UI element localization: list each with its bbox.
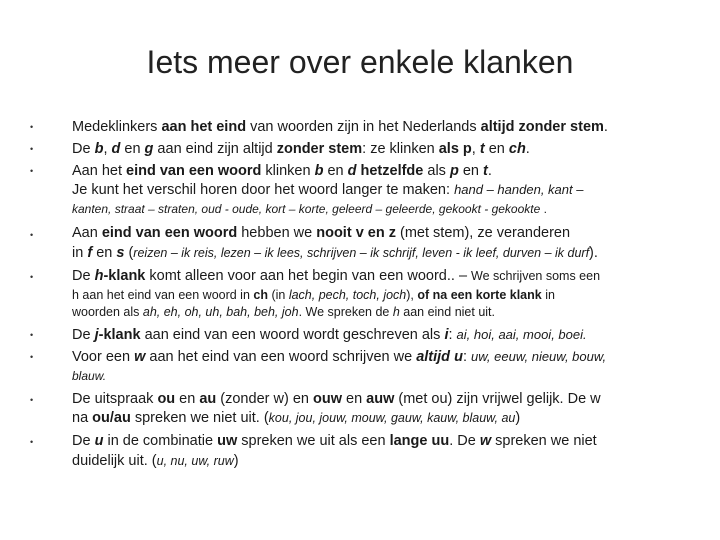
item-text: De j-klank aan eind van een woord wordt geschreven als i: ai, hoi, aai, mooi, boei.: [72, 327, 587, 343]
item-text-line: Voor een w aan het eind van een woord schrijven we altijd u: uw, eeuw, nieuw, bouw,: [72, 349, 607, 365]
item-text: Medeklinkers aan het eind van woorden zijn in het Nederlands altijd zonder stem.: [72, 119, 608, 135]
slide-title: Iets meer over enkele klanken: [146, 44, 574, 80]
item-text-line: h aan het eind van een woord in ch (in lach, pech, toch, joch), of na een korte klank in: [72, 288, 555, 302]
item-text-line: Aan het eind van een woord klinken b en d hetzelfde als p en t.: [72, 163, 492, 179]
item-text-line: Aan eind van een woord hebben we nooit v en z (met stem), ze veranderen: [72, 225, 571, 241]
item-text-line: kanten, straat – straten, oud - oude, kort – korte, geleerd – geleerde, gekookt - gekookte .: [72, 202, 547, 216]
bullet-dot: •: [30, 230, 34, 240]
bullet-dot: •: [30, 122, 34, 132]
item-text-line: duidelijk uit. (u, nu, uw, ruw): [72, 453, 239, 469]
bullet-dot: •: [30, 166, 34, 176]
item-text-line: Je kunt het verschil horen door het woord langer te maken: hand – handen, kant –: [72, 182, 584, 198]
bullet-dot: •: [30, 272, 34, 282]
item-text-line: woorden als ah, eh, oh, uh, bah, beh, joh. We spreken de h aan eind niet uit.: [72, 305, 495, 319]
bullet-dot: •: [30, 395, 34, 405]
item-text-line: blauw.: [72, 369, 107, 383]
item-text-line: De h-klank komt alleen voor aan het begin van een woord.. – We schrijven soms een: [72, 268, 601, 284]
item-text-line: De u in de combinatie uw spreken we uit als een lange uu. De w spreken we niet: [72, 433, 597, 449]
item-text-line: in f en s (reizen – ik reis, lezen – ik lees, schrijven – ik schrijf, leven - ik leef, durven – ik durf).: [72, 245, 598, 261]
item-text-line: De uitspraak ou en au (zonder w) en ouw en auw (met ou) zijn vrijwel gelijk. De w: [72, 391, 601, 407]
item-text-line: na ou/au spreken we niet uit. (kou, jou, jouw, mouw, gauw, kauw, blauw, au): [72, 410, 521, 426]
bullet-dot: •: [30, 437, 34, 447]
item-text: De b, d en g aan eind zijn altijd zonder stem: ze klinken als p, t en ch.: [72, 141, 530, 157]
bullet-dot: •: [30, 352, 34, 362]
bullet-dot: •: [30, 330, 34, 340]
bullet-dot: •: [30, 144, 34, 154]
